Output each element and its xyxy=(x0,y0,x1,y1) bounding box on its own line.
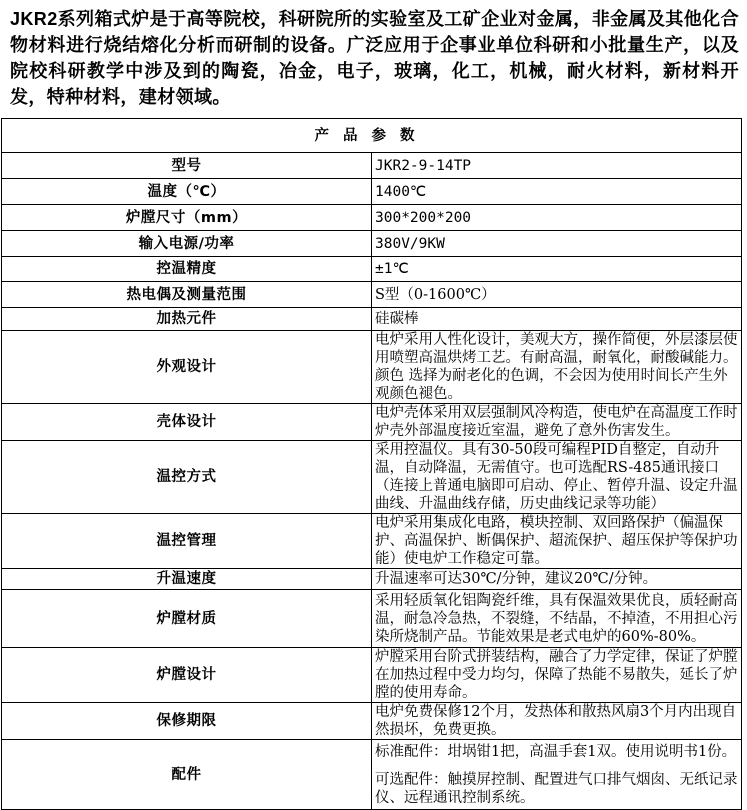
spec-label: 热电偶及测量范围 xyxy=(2,282,372,308)
spec-label: 外观设计 xyxy=(2,331,372,404)
spec-value: 采用控温仪。具有30-50段可编程PID自整定，自动升温，自动降温，无需值守。也可选配RS-485通讯接口（连接上普通电脑即可启动、停止、暂停升温、设定升温曲线、升温曲线存储，历史曲线记录等功能） xyxy=(372,441,742,514)
spec-row xyxy=(2,282,742,308)
spec-row xyxy=(2,331,742,404)
spec-label: 温控管理 xyxy=(2,514,372,569)
spec-value: 炉膛采用台阶式拼装结构，融合了力学定律，保证了炉膛在加热过程中受力均匀，保障了热能不易散失，延长了炉膛的使用寿命。 xyxy=(372,648,742,703)
spec-row xyxy=(2,205,742,231)
spec-label: 保修期限 xyxy=(2,703,372,740)
spec-row xyxy=(2,514,742,569)
spec-label: 温度（℃） xyxy=(2,179,372,205)
spec-row xyxy=(2,740,742,810)
spec-row xyxy=(2,404,742,441)
spec-label: 升温速度 xyxy=(2,569,372,590)
spec-row xyxy=(2,590,742,648)
spec-value: S型（0-1600℃） xyxy=(372,282,742,308)
spec-value: 电炉壳体采用双层强制风冷构造，使电炉在高温度工作时炉壳外部温度接近室温，避免了意外伤害发生。 xyxy=(372,404,742,441)
spec-row xyxy=(2,231,742,257)
spec-table-title: 产品参数 xyxy=(2,119,742,153)
spec-row xyxy=(2,153,742,179)
spec-value: 380V/9KW xyxy=(372,231,742,257)
spec-label: 炉膛材质 xyxy=(2,590,372,648)
spec-row xyxy=(2,703,742,740)
spec-label: 温控方式 xyxy=(2,441,372,514)
spec-value: JKR2-9-14TP xyxy=(372,153,742,179)
spec-label: 壳体设计 xyxy=(2,404,372,441)
intro-model: JKR2 xyxy=(10,9,58,29)
spec-value: ±1℃ xyxy=(372,257,742,282)
intro-text: 系列箱式炉是于高等院校，科研院所的实验室及工矿企业对金属，非金属及其他化合物材料进行烧结熔化分析而研制的设备。广泛应用于企事业单位科研和小批量生产，以及院校科研教学中涉及到的陶瓷，冶金，电子，玻璃，化工，机械，耐火材料，新材料开发，特种材料，建材领域。 xyxy=(10,9,739,108)
spec-value: 电炉免费保修12个月，发热体和散热风扇3个月内出现自然损坏，免费更换。 xyxy=(372,703,742,740)
standard-accessories: 标准配件：坩埚钳1把，高温手套1双。使用说明书1份。 xyxy=(375,743,737,760)
spec-row xyxy=(2,569,742,590)
spec-value: 电炉采用集成化电路，模块控制、双回路保护（偏温保护、高温保护、断偶保护、超流保护、超压保护等保护功能）使电炉工作稳定可靠。 xyxy=(372,514,742,569)
spec-label: 炉膛设计 xyxy=(2,648,372,703)
spec-value-accessories xyxy=(372,740,742,810)
spec-title-row xyxy=(2,119,742,153)
spec-row xyxy=(2,257,742,282)
spec-label: 加热元件 xyxy=(2,308,372,331)
spec-label: 型号 xyxy=(2,153,372,179)
optional-accessories: 可选配件：触摸屏控制、配置进气口排气烟囱、无纸记录仪、远程通讯控制系统。 xyxy=(375,771,738,806)
spec-label: 配件 xyxy=(2,740,372,810)
spec-value: 升温速率可达30℃/分钟，建议20℃/分钟。 xyxy=(372,569,742,590)
spec-label: 控温精度 xyxy=(2,257,372,282)
spec-row xyxy=(2,648,742,703)
spec-row xyxy=(2,179,742,205)
spec-table xyxy=(1,118,742,810)
spec-value: 硅碳棒 xyxy=(372,308,742,331)
spec-row xyxy=(2,308,742,331)
spec-row xyxy=(2,441,742,514)
spec-value: 300*200*200 xyxy=(372,205,742,231)
intro-paragraph xyxy=(0,0,747,118)
spec-label: 输入电源/功率 xyxy=(2,231,372,257)
spec-value: 采用轻质氧化铝陶瓷纤维，具有保温效果优良，质轻耐高温，耐急冷急热，不裂缝，不结晶，不掉渣，不用担心污染所烧制产品。节能效果是老式电炉的60%-80%。 xyxy=(372,590,742,648)
spec-label: 炉膛尺寸（mm） xyxy=(2,205,372,231)
spec-value: 1400℃ xyxy=(372,179,742,205)
spec-value: 电炉采用人性化设计，美观大方，操作简便，外层漆层使用喷塑高温烘烤工艺。有耐高温，耐氧化，耐酸碱能力。颜色 选择为耐老化的色调，不会因为使用时间长产生外观颜色褪色。 xyxy=(372,331,742,404)
